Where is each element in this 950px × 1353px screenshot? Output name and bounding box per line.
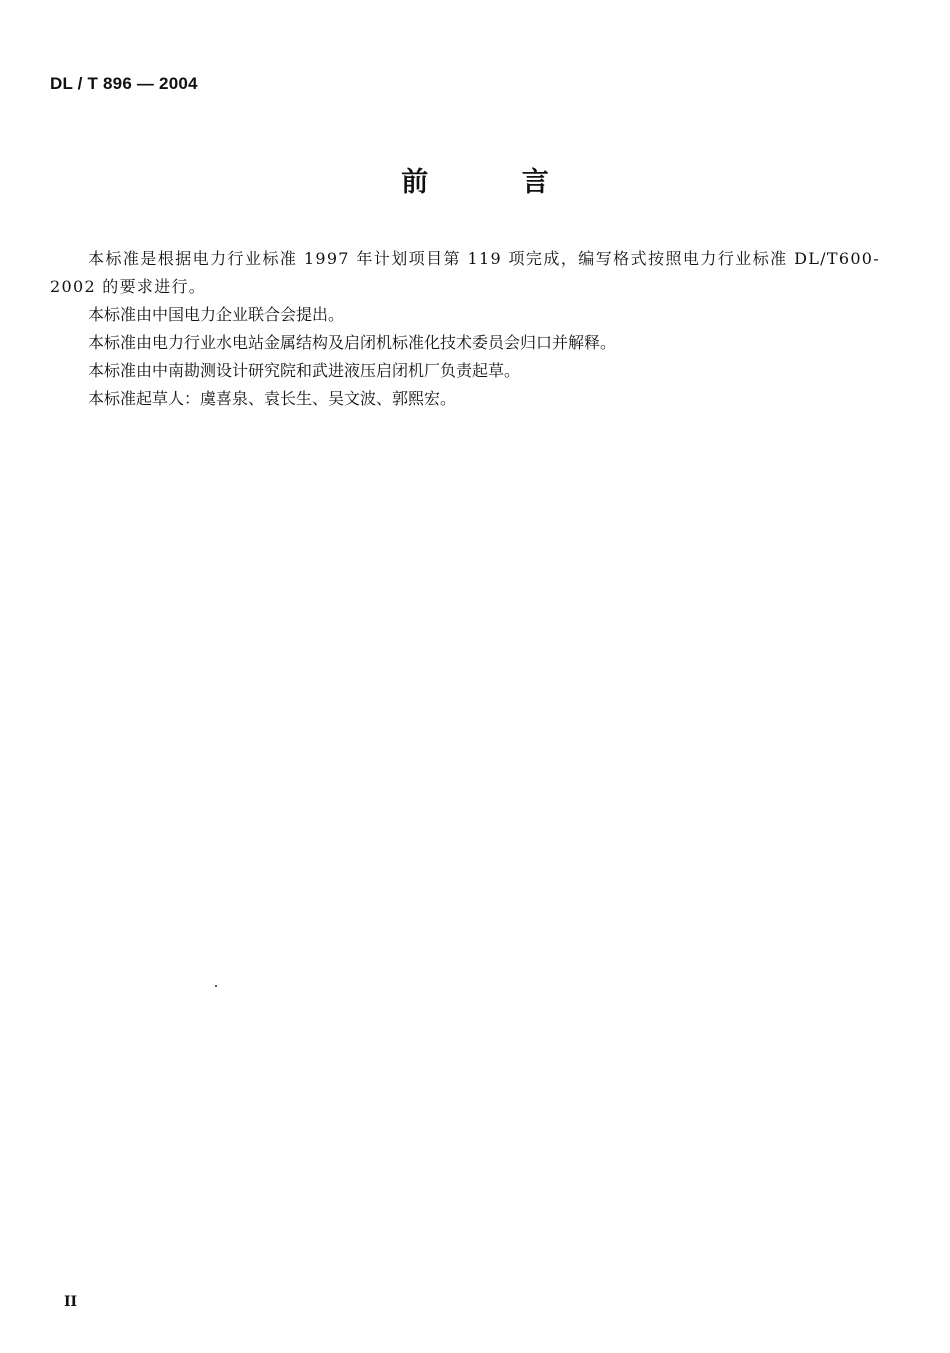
page-number: II <box>64 1294 78 1310</box>
foreword-body <box>50 245 880 413</box>
foreword-paragraph-committee: 本标准由电力行业水电站金属结构及启闭机标准化技术委员会归口并解释。 <box>88 333 617 352</box>
scan-speck <box>215 985 217 987</box>
page-title: 前 言 <box>401 167 591 198</box>
standard-code-header: DL / T 896 — 2004 <box>50 74 198 93</box>
foreword-paragraph-basis: 本标准是根据电力行业标准 1997 年计划项目第 119 项完成，编写格式按照电力行业标准 DL/T600-2002 的要求进行。 <box>50 249 880 296</box>
foreword-paragraph-drafting-units: 本标准由中南勘测设计研究院和武进液压启闭机厂负责起草。 <box>88 361 521 380</box>
foreword-paragraph-proposer: 本标准由中国电力企业联合会提出。 <box>88 305 345 324</box>
foreword-paragraph-drafters: 本标准起草人：虞喜泉、袁长生、吴文波、郭熙宏。 <box>88 389 457 408</box>
